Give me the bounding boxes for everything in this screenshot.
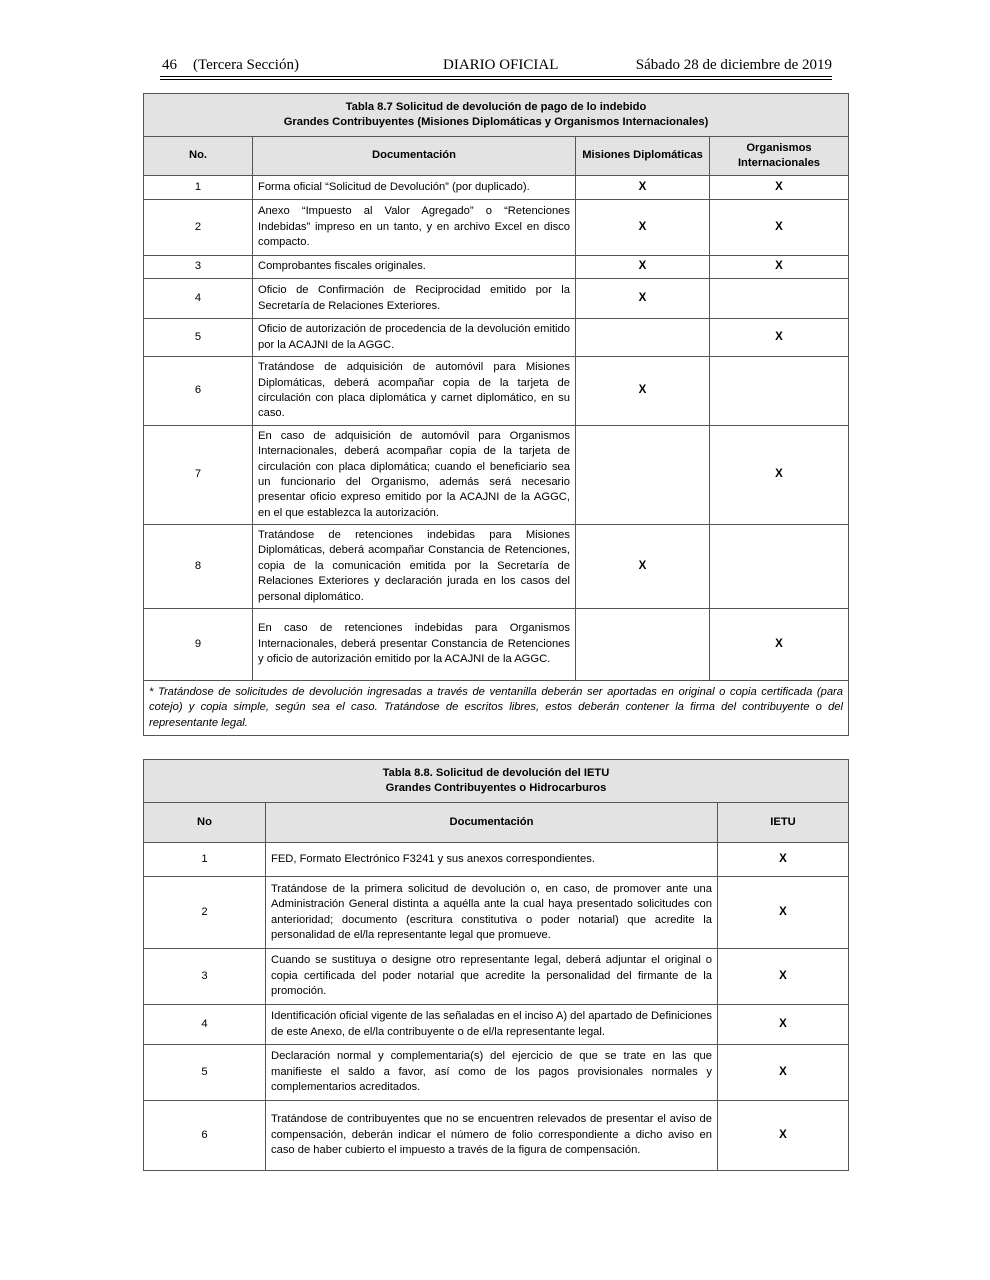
table-title-text: Tabla 8.8. Solicitud de devolución del IETU (382, 766, 610, 779)
row-documentation: Tratándose de adquisición de automóvil para Misiones Diplomáticas, deberá acompañar copia de la tarjeta de circulación con placa diplomática y carnet diplomático, en su caso. (253, 357, 576, 426)
table-row (144, 279, 849, 319)
table-row (144, 877, 849, 949)
table-row (144, 609, 849, 681)
row-number: 3 (144, 256, 253, 279)
table-row (144, 1101, 849, 1171)
table-row (144, 319, 849, 357)
row-number: 2 (144, 200, 253, 256)
row-documentation: Tratándose de contribuyentes que no se encuentren relevados de presentar el aviso de compensación, deberán indicar el número de folio correspondiente a dicho aviso en caso de haber cubierto el impuesto a través de la figura de compensación. (266, 1101, 718, 1171)
row-number: 9 (144, 609, 253, 681)
row-documentation: FED, Formato Electrónico F3241 y sus anexos correspondientes. (266, 843, 718, 877)
column-header-organizations: Organismos Internacionales (710, 137, 849, 176)
organizations-mark: X (710, 426, 849, 525)
header-rule (160, 76, 832, 77)
ietu-mark: X (718, 1101, 849, 1171)
row-documentation: Declaración normal y complementaria(s) del ejercicio de que se trate en las que manifieste el saldo a favor, así como de los pagos provisionales normales y complementarios acreditados. (266, 1045, 718, 1101)
table-row (144, 357, 849, 426)
missions-mark: X (576, 525, 710, 609)
row-documentation: Oficio de autorización de procedencia de la devolución emitido por la ACAJNI de la AGGC. (253, 319, 576, 357)
table-row (144, 949, 849, 1005)
row-documentation: Cuando se sustituya o designe otro representante legal, deberá adjuntar el original o copia certificada del poder notarial que acredite la personalidad del firmante de la promoción. (266, 949, 718, 1005)
row-documentation: En caso de retenciones indebidas para Organismos Internacionales, deberá presentar Constancia de Retenciones y oficio de autorización emitido por la ACAJNI de la AGGC. (253, 609, 576, 681)
row-number: 4 (144, 279, 253, 319)
table-title (144, 94, 849, 137)
row-number: 7 (144, 426, 253, 525)
missions-mark (576, 426, 710, 525)
organizations-mark (710, 525, 849, 609)
page-number: 46 (162, 57, 177, 73)
row-documentation: Identificación oficial vigente de las señaladas en el inciso A) del apartado de Definiciones de este Anexo, de el/la contribuyente o de el/la representante legal. (266, 1005, 718, 1045)
ietu-mark: X (718, 1045, 849, 1101)
row-documentation: Oficio de Confirmación de Reciprocidad emitido por la Secretaría de Relaciones Exteriores. (253, 279, 576, 319)
organizations-mark: X (710, 319, 849, 357)
row-number: 5 (144, 319, 253, 357)
publication-date: Sábado 28 de diciembre de 2019 (635, 57, 832, 73)
missions-mark: X (576, 279, 710, 319)
ietu-mark: X (718, 877, 849, 949)
table-title-text: Tabla 8.7 Solicitud de devolución de pago de lo indebido (345, 100, 647, 113)
missions-mark: X (576, 357, 710, 426)
row-number: 2 (144, 877, 266, 949)
organizations-mark: X (710, 256, 849, 279)
table-row (144, 176, 849, 200)
table-row (144, 843, 849, 877)
column-header-ietu: IETU (718, 803, 849, 843)
row-documentation: Comprobantes fiscales originales. (253, 256, 576, 279)
table-title (144, 760, 849, 803)
row-documentation: En caso de adquisición de automóvil para Organismos Internacionales, deberá acompañar copia de la tarjeta de circulación con placa diplomática; cuando el beneficiario sea un funcionario del Organismo, además será necesario presentar oficio expreso emitido por la ACAJNI de la AGGC, en el que establezca la autorización. (253, 426, 576, 525)
row-documentation: Tratándose de la primera solicitud de devolución o, en caso, de promover ante una Administración General distinta a aquélla ante la cual haya presentado solicitudes con anterioridad; documento (escritura constitutiva o poder notarial) que acredite la personalidad de el/la representante legal que promueve. (266, 877, 718, 949)
organizations-mark: X (710, 176, 849, 200)
column-header-documentation: Documentación (253, 137, 576, 176)
missions-mark: X (576, 200, 710, 256)
column-header-no: No (144, 803, 266, 843)
organizations-mark (710, 279, 849, 319)
ietu-mark: X (718, 843, 849, 877)
table-row (144, 256, 849, 279)
table-row (144, 525, 849, 609)
organizations-mark: X (710, 609, 849, 681)
row-number: 8 (144, 525, 253, 609)
table-8-8 (143, 759, 849, 1171)
header-rule (160, 79, 832, 80)
column-header-missions: Misiones Diplomáticas (576, 137, 710, 176)
row-number: 6 (144, 1101, 266, 1171)
table-row (144, 1045, 849, 1101)
column-header-no: No. (144, 137, 253, 176)
row-number: 3 (144, 949, 266, 1005)
organizations-mark (710, 357, 849, 426)
row-number: 1 (144, 843, 266, 877)
table-row (144, 426, 849, 525)
table-subtitle-text: Grandes Contribuyentes (Misiones Diplomáticas y Organismos Internacionales) (283, 116, 709, 128)
missions-mark (576, 609, 710, 681)
missions-mark (576, 319, 710, 357)
ietu-mark: X (718, 949, 849, 1005)
row-number: 4 (144, 1005, 266, 1045)
publication-title: DIARIO OFICIAL (443, 57, 559, 73)
table-footnote: * Tratándose de solicitudes de devolución ingresadas a través de ventanilla deberán ser aportadas en original o copia certificada (para cotejo) y copia simple, según sea el caso. Tratándose de escritos libres, estos deberán contener la firma del contribuyente o del representante legal. (144, 681, 849, 736)
missions-mark: X (576, 256, 710, 279)
row-documentation: Anexo “Impuesto al Valor Agregado” o “Retenciones Indebidas” impreso en un tanto, y en archivo Excel en disco compacto. (253, 200, 576, 256)
page-header (160, 57, 832, 75)
table-subtitle-text: Grandes Contribuyentes o Hidrocarburos (385, 782, 607, 794)
section-label: (Tercera Sección) (193, 57, 299, 73)
table-row (144, 200, 849, 256)
row-number: 1 (144, 176, 253, 200)
table-8-7 (143, 93, 849, 736)
row-documentation: Tratándose de retenciones indebidas para Misiones Diplomáticas, deberá acompañar Constancia de Retenciones, copia de la comunicación emitida por la Secretaría de Relaciones Exteriores y declaración jurada en los casos del personal diplomático. (253, 525, 576, 609)
row-documentation: Forma oficial “Solicitud de Devolución” (por duplicado). (253, 176, 576, 200)
row-number: 6 (144, 357, 253, 426)
table-row (144, 1005, 849, 1045)
ietu-mark: X (718, 1005, 849, 1045)
organizations-mark: X (710, 200, 849, 256)
missions-mark: X (576, 176, 710, 200)
row-number: 5 (144, 1045, 266, 1101)
column-header-documentation: Documentación (266, 803, 718, 843)
